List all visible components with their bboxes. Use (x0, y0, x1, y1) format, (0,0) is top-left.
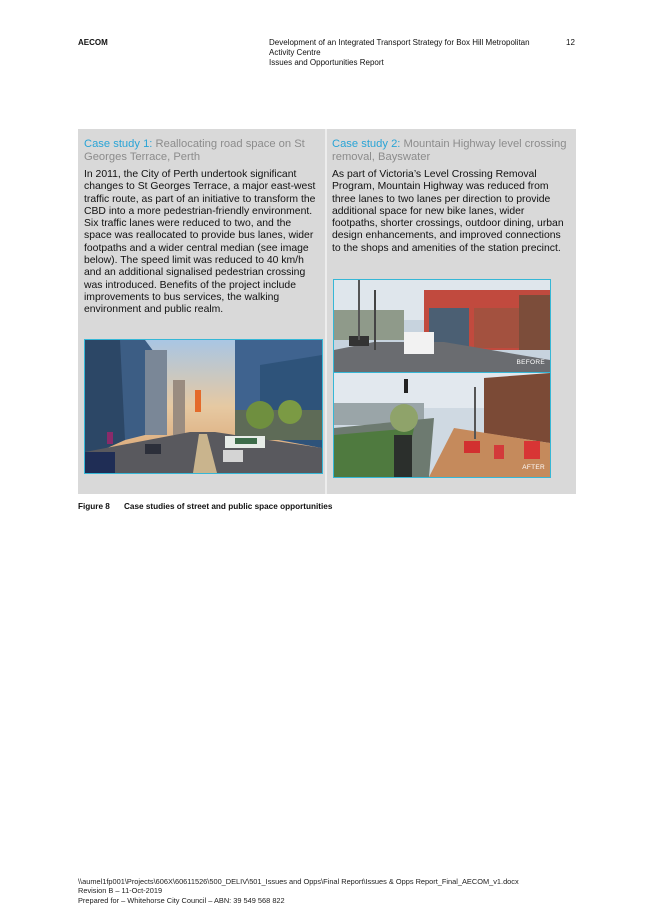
case-study-1-title (84, 138, 318, 163)
case-study-1-body: In 2011, the City of Perth undertook significant changes to St Georges Terrace, a major east-west traffic route, as part of an initiative to transform the CBD into a more pedestrian-friendly environment. Six traffic lanes were reduced to two, and the space was reallocated to provide bus lanes, wider footpaths and a wider central median (see image below). The speed limit was reduced to 40 km/h and an additional signalised pedestrian crossing was introduced. Benefits of the project include improvements to bus services, the walking environment and public realm. (84, 169, 316, 316)
case-study-2 (332, 138, 568, 255)
figure-caption-text: Case studies of street and public space opportunities (124, 502, 333, 511)
case-study-1-heading: Reallocating road space on St Georges Terrace, Perth (84, 138, 305, 163)
before-label: BEFORE (516, 359, 545, 366)
document-title-line: Development of an Integrated Transport Strategy for Box Hill Metropolitan (269, 38, 530, 47)
footer-file-path: \\aumel1fp001\Projects\606X\60611526\500_DELIV\501_Issues and Opps\Final Report\Issues & Opps Report_Final_AECOM_v1.docx (78, 877, 519, 886)
case-study-1-label: Case study 1: (84, 138, 153, 150)
page-footer (78, 877, 519, 905)
column-divider (325, 129, 327, 494)
document-subtitle: Issues and Opportunities Report (269, 58, 384, 67)
before-photo (333, 279, 551, 373)
perth-street-image (85, 340, 322, 473)
case-study-2-title (332, 138, 568, 163)
after-image (334, 373, 550, 477)
company-name: AECOM (78, 38, 108, 47)
document-title (269, 38, 539, 68)
footer-revision: Revision B – 11-Oct-2019 (78, 886, 163, 896)
document-title-line: Activity Centre (269, 48, 321, 57)
footer-prepared-for: Prepared for – Whitehorse City Council – ABN: 39 549 568 822 (78, 895, 285, 905)
page-number: 12 (566, 38, 575, 47)
case-study-2-heading: Mountain Highway level crossing removal, Bayswater (332, 138, 567, 163)
figure-caption (78, 502, 332, 511)
case-study-1 (84, 138, 318, 317)
after-label: AFTER (522, 464, 545, 471)
case-studies-panel (78, 129, 576, 494)
perth-street-photo (84, 339, 323, 474)
case-study-2-body: As part of Victoria’s Level Crossing Removal Program, Mountain Highway was reduced from three lanes to two lanes per direction to provide additional space for new bike lanes, wider footpaths, shorter crossings, outdoor dining, urban design enhancements, and improved connections to the shops and amenities of the station precinct. (332, 169, 564, 254)
case-study-2-label: Case study 2: (332, 138, 401, 150)
after-photo (333, 372, 551, 478)
figure-number: Figure 8 (78, 502, 110, 511)
